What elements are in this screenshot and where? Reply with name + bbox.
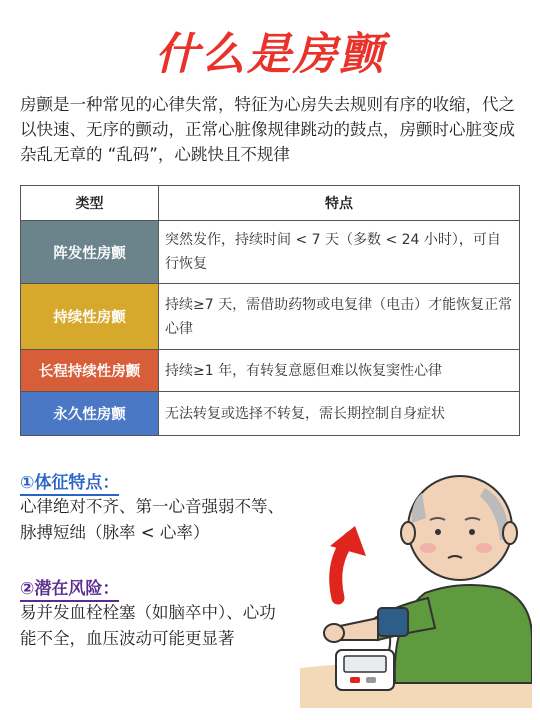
intro-paragraph: 房颤是一种常见的心律失常，特征为心房失去规则有序的收缩，代之以快速、无序的颤动，正常心脏像规律跳动的鼓点，房颤时心脏变成杂乱无章的 “乱码”，心跳快且不规律	[20, 95, 515, 164]
up-arrow-icon	[330, 526, 366, 598]
section-heading-signs: ①体征特点：	[20, 468, 119, 496]
bp-monitor-icon	[336, 650, 394, 690]
desc-cell: 无法转复或选择不转复，需长期控制自身症状	[159, 392, 520, 436]
table-row	[21, 284, 520, 350]
desc-cell: 突然发作，持续时间 < 7 天（多数 < 24 小时），可自行恢复	[159, 221, 520, 284]
table-header-row	[21, 186, 520, 221]
desc-cell: 持续≥1 年，有转复意愿但难以恢复窦性心律	[159, 350, 520, 392]
header-feature: 特点	[159, 186, 520, 221]
type-cell: 长程持续性房颤	[21, 350, 159, 392]
type-cell: 持续性房颤	[21, 284, 159, 350]
table-row	[21, 221, 520, 284]
elderly-man-face	[401, 476, 517, 580]
page-title: 什么是房颤	[155, 29, 385, 80]
type-cell: 阵发性房颤	[21, 221, 159, 284]
elderly-man-illustration	[300, 468, 532, 708]
af-types-table	[20, 185, 520, 436]
bp-cuff	[378, 608, 408, 636]
section-body-signs: 心律绝对不齐、第一心音强弱不等、脉搏短绌（脉率 < 心率）	[20, 497, 284, 542]
table-row	[21, 392, 520, 436]
desc-cell: 持续≥7 天，需借助药物或电复律（电击）才能恢复正常心律	[159, 284, 520, 350]
section-body-risks: 易并发血栓栓塞（如脑卒中）、心功能不全，血压波动可能更显著	[20, 603, 276, 648]
header-type: 类型	[21, 186, 159, 221]
table-row	[21, 350, 520, 392]
type-cell: 永久性房颤	[21, 392, 159, 436]
shirt	[395, 585, 532, 683]
section-heading-risks: ②潜在风险：	[20, 574, 119, 602]
